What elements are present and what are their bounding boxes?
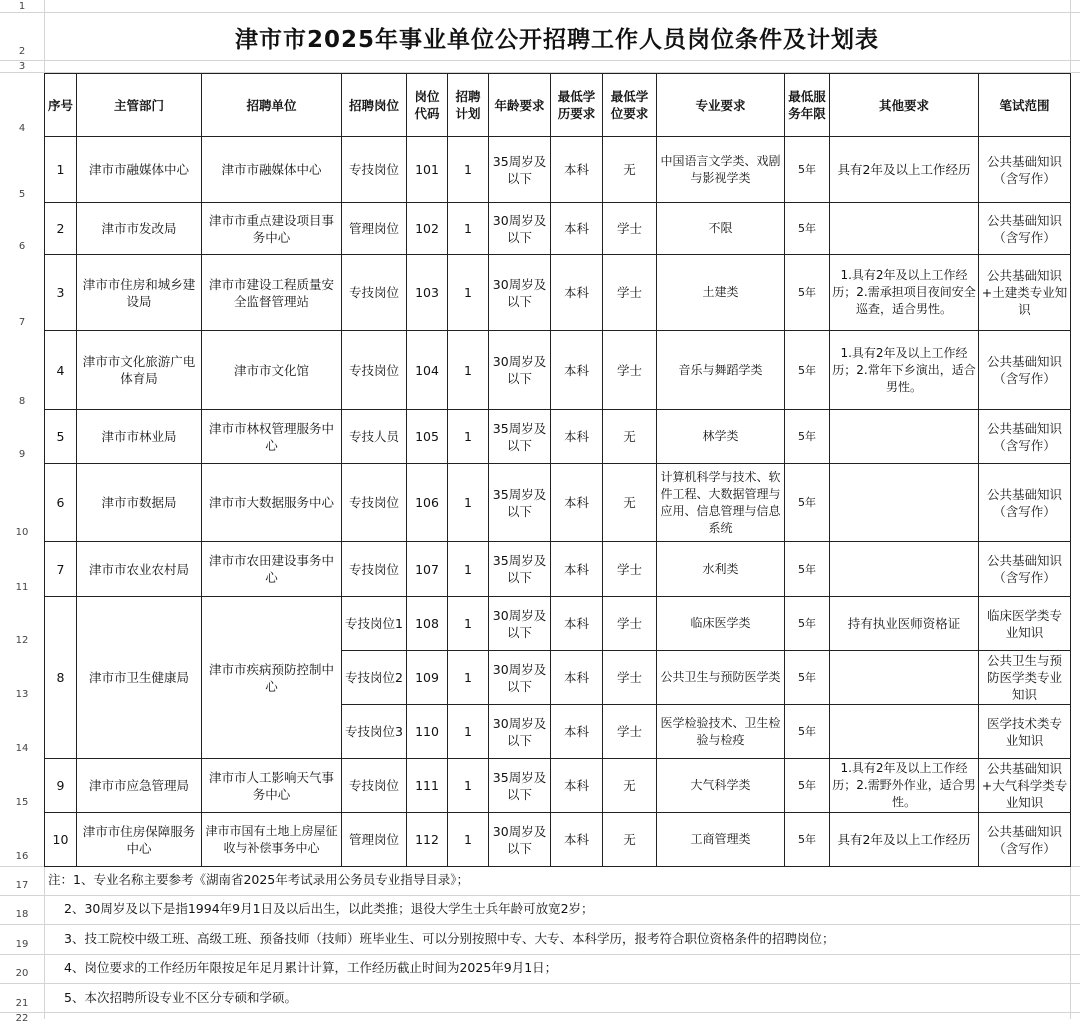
row-number[interactable]: 18 (15, 909, 29, 920)
cell-other[interactable] (830, 705, 979, 759)
cell-service[interactable]: 5年 (785, 705, 830, 759)
cell-dept[interactable]: 津市市应急管理局 (77, 759, 202, 813)
cell-service[interactable]: 5年 (785, 137, 830, 203)
cell-post[interactable]: 专技岗位3 (342, 705, 407, 759)
cell-dept[interactable]: 津市市住房和城乡建设局 (77, 255, 202, 331)
row-number[interactable]: 3 (18, 61, 26, 72)
cell-exam[interactable]: 公共基础知识+大气科学类专业知识 (979, 759, 1071, 813)
cell-age[interactable]: 30周岁及以下 (489, 255, 551, 331)
cell-exam[interactable]: 公共基础知识（含写作） (979, 137, 1071, 203)
cell-service[interactable]: 5年 (785, 203, 830, 255)
table-row (45, 137, 1071, 203)
cell-degree[interactable]: 无 (603, 464, 657, 542)
cell-plan[interactable]: 1 (448, 410, 489, 464)
cell-age[interactable]: 30周岁及以下 (489, 813, 551, 867)
cell-major[interactable]: 水利类 (657, 542, 785, 597)
cell-degree[interactable]: 学士 (603, 203, 657, 255)
cell-code[interactable]: 107 (407, 542, 448, 597)
cell-age[interactable]: 35周岁及以下 (489, 137, 551, 203)
table-row (45, 331, 1071, 410)
row-number[interactable]: 21 (15, 998, 29, 1009)
cell-other[interactable]: 1.具有2年及以上工作经历；2.常年下乡演出，适合男性。 (830, 331, 979, 410)
cell-edu[interactable]: 本科 (551, 705, 603, 759)
table-row (45, 203, 1071, 255)
row-number[interactable]: 20 (15, 968, 29, 979)
cell-service[interactable]: 5年 (785, 651, 830, 705)
cell-edu[interactable]: 本科 (551, 255, 603, 331)
cell-other[interactable]: 1.具有2年及以上工作经历；2.需野外作业，适合男性。 (830, 759, 979, 813)
cell-code[interactable]: 112 (407, 813, 448, 867)
cell-dept[interactable]: 津市市农业农村局 (77, 542, 202, 597)
cell-unit[interactable]: 津市市文化馆 (202, 331, 342, 410)
cell-seq[interactable]: 4 (45, 331, 77, 410)
row-number[interactable]: 14 (15, 743, 29, 754)
cell-exam[interactable]: 公共基础知识（含写作） (979, 203, 1071, 255)
cell-degree[interactable]: 无 (603, 813, 657, 867)
cell-exam[interactable]: 公共基础知识（含写作） (979, 813, 1071, 867)
cell-plan[interactable]: 1 (448, 137, 489, 203)
row-gridline (0, 954, 1080, 955)
header-unit[interactable]: 招聘单位 (202, 74, 342, 137)
cell-edu[interactable]: 本科 (551, 410, 603, 464)
row-gridline (0, 983, 1080, 984)
cell-unit[interactable]: 津市市农田建设事务中心 (202, 542, 342, 597)
cell-service[interactable]: 5年 (785, 410, 830, 464)
table-row (45, 255, 1071, 331)
row-number[interactable]: 2 (18, 46, 26, 57)
recruitment-table (44, 73, 1071, 867)
cell-other[interactable] (830, 542, 979, 597)
cell-age[interactable]: 30周岁及以下 (489, 331, 551, 410)
row-number[interactable]: 16 (15, 851, 29, 862)
cell-major[interactable]: 大气科学类 (657, 759, 785, 813)
cell-code[interactable]: 102 (407, 203, 448, 255)
cell-age[interactable]: 35周岁及以下 (489, 542, 551, 597)
cell-seq[interactable]: 3 (45, 255, 77, 331)
cell-major[interactable]: 音乐与舞蹈学类 (657, 331, 785, 410)
cell-code[interactable]: 104 (407, 331, 448, 410)
cell-post[interactable]: 管理岗位 (342, 203, 407, 255)
cell-major[interactable]: 医学检验技术、卫生检验与检疫 (657, 705, 785, 759)
cell-plan[interactable]: 1 (448, 464, 489, 542)
cell-unit[interactable]: 津市市林权管理服务中心 (202, 410, 342, 464)
row-number[interactable]: 1 (18, 1, 26, 12)
row-number[interactable]: 19 (15, 939, 29, 950)
cell-edu[interactable]: 本科 (551, 137, 603, 203)
cell-service[interactable]: 5年 (785, 331, 830, 410)
header-exam[interactable]: 笔试范围 (979, 74, 1071, 137)
cell-exam[interactable]: 公共基础知识（含写作） (979, 542, 1071, 597)
table-row (45, 813, 1071, 867)
cell-plan[interactable]: 1 (448, 255, 489, 331)
cell-code[interactable]: 110 (407, 705, 448, 759)
cell-major[interactable]: 公共卫生与预防医学类 (657, 651, 785, 705)
cell-age[interactable]: 30周岁及以下 (489, 203, 551, 255)
row-gridline (0, 924, 1080, 925)
row-number[interactable]: 6 (18, 241, 26, 252)
cell-seq[interactable]: 2 (45, 203, 77, 255)
cell-major[interactable]: 中国语言文学类、戏剧与影视学类 (657, 137, 785, 203)
note-line[interactable]: 4、岗位要求的工作经历年限按足年足月累计计算，工作经历截止时间为2025年9月1日； (64, 960, 558, 975)
header-post[interactable]: 招聘岗位 (342, 74, 407, 137)
cell-plan[interactable]: 1 (448, 542, 489, 597)
cell-edu[interactable]: 本科 (551, 331, 603, 410)
cell-code[interactable]: 103 (407, 255, 448, 331)
cell-post[interactable]: 专技岗位 (342, 331, 407, 410)
header-plan[interactable]: 招聘计划 (448, 74, 489, 137)
cell-code[interactable]: 106 (407, 464, 448, 542)
cell-post[interactable]: 专技岗位 (342, 759, 407, 813)
cell-degree[interactable]: 学士 (603, 331, 657, 410)
table-row (45, 759, 1071, 813)
cell-major[interactable]: 计算机科学与技术、软件工程、大数据管理与应用、信息管理与信息系统 (657, 464, 785, 542)
header-code[interactable]: 岗位代码 (407, 74, 448, 137)
cell-post[interactable]: 专技岗位 (342, 255, 407, 331)
header-service[interactable]: 最低服务年限 (785, 74, 830, 137)
cell-degree[interactable]: 无 (603, 410, 657, 464)
cell-degree[interactable]: 学士 (603, 705, 657, 759)
cell-unit[interactable]: 津市市融媒体中心 (202, 137, 342, 203)
cell-service[interactable]: 5年 (785, 255, 830, 331)
cell-edu[interactable]: 本科 (551, 759, 603, 813)
cell-plan[interactable]: 1 (448, 813, 489, 867)
cell-degree[interactable]: 学士 (603, 255, 657, 331)
note-line[interactable]: 3、技工院校中级工班、高级工班、预备技师（技师）班毕业生、可以分别按照中专、大专、本科学历，报考符合职位资格条件的招聘岗位； (64, 931, 835, 946)
cell-code[interactable]: 105 (407, 410, 448, 464)
cell-unit[interactable]: 津市市人工影响天气事务中心 (202, 759, 342, 813)
cell-service[interactable]: 5年 (785, 597, 830, 651)
cell-major[interactable]: 不限 (657, 203, 785, 255)
cell-seq[interactable]: 1 (45, 137, 77, 203)
row-gridline (0, 895, 1080, 896)
cell-post[interactable]: 专技人员 (342, 410, 407, 464)
cell-service[interactable]: 5年 (785, 813, 830, 867)
page-title[interactable]: 津市市2025年事业单位公开招聘工作人员岗位条件及计划表 (234, 26, 879, 53)
cell-other[interactable] (830, 203, 979, 255)
cell-age[interactable]: 35周岁及以下 (489, 759, 551, 813)
cell-seq[interactable]: 6 (45, 464, 77, 542)
cell-seq[interactable]: 9 (45, 759, 77, 813)
cell-unit[interactable]: 津市市重点建设项目事务中心 (202, 203, 342, 255)
cell-post[interactable]: 专技岗位2 (342, 651, 407, 705)
row-number[interactable]: 11 (15, 582, 29, 593)
cell-post[interactable]: 专技岗位 (342, 464, 407, 542)
cell-seq[interactable]: 5 (45, 410, 77, 464)
row-number[interactable]: 22 (15, 1013, 29, 1024)
cell-dept[interactable]: 津市市住房保障服务中心 (77, 813, 202, 867)
header-degree[interactable]: 最低学位要求 (603, 74, 657, 137)
cell-exam[interactable]: 公共基础知识+土建类专业知识 (979, 255, 1071, 331)
table-row (45, 542, 1071, 597)
row-number[interactable]: 7 (18, 317, 26, 328)
cell-plan[interactable]: 1 (448, 705, 489, 759)
cell-post[interactable]: 专技岗位1 (342, 597, 407, 651)
cell-service[interactable]: 5年 (785, 542, 830, 597)
cell-age[interactable]: 35周岁及以下 (489, 464, 551, 542)
header-edu[interactable]: 最低学历要求 (551, 74, 603, 137)
cell-major[interactable]: 土建类 (657, 255, 785, 331)
cell-dept[interactable]: 津市市卫生健康局 (77, 597, 202, 759)
cell-other[interactable]: 具有2年及以上工作经历 (830, 813, 979, 867)
cell-plan[interactable]: 1 (448, 331, 489, 410)
cell-seq[interactable]: 7 (45, 542, 77, 597)
row-number[interactable]: 9 (18, 449, 26, 460)
cell-post[interactable]: 专技岗位 (342, 542, 407, 597)
cell-service[interactable]: 5年 (785, 759, 830, 813)
cell-exam[interactable]: 医学技术类专业知识 (979, 705, 1071, 759)
table-row (45, 410, 1071, 464)
cell-age[interactable]: 35周岁及以下 (489, 410, 551, 464)
cell-age[interactable]: 30周岁及以下 (489, 705, 551, 759)
header-dept[interactable]: 主管部门 (77, 74, 202, 137)
cell-major[interactable]: 林学类 (657, 410, 785, 464)
cell-seq[interactable]: 8 (45, 597, 77, 759)
row-number[interactable]: 13 (15, 689, 29, 700)
note-line[interactable]: 5、本次招聘所设专业不区分专硕和学硕。 (64, 990, 297, 1005)
note-line[interactable]: 注：1、专业名称主要参考《湖南省2025年考试录用公务员专业指导目录》； (48, 872, 470, 887)
cell-degree[interactable]: 学士 (603, 651, 657, 705)
header-seq[interactable]: 序号 (45, 74, 77, 137)
cell-dept[interactable]: 津市市发改局 (77, 203, 202, 255)
row-number[interactable]: 12 (15, 635, 29, 646)
cell-exam[interactable]: 临床医学类专业知识 (979, 597, 1071, 651)
cell-seq[interactable]: 10 (45, 813, 77, 867)
cell-code[interactable]: 109 (407, 651, 448, 705)
cell-degree[interactable]: 学士 (603, 597, 657, 651)
cell-other[interactable]: 1.具有2年及以上工作经历；2.需承担项目夜间安全巡查，适合男性。 (830, 255, 979, 331)
cell-unit[interactable]: 津市市国有土地上房屋征收与补偿事务中心 (202, 813, 342, 867)
cell-major[interactable]: 工商管理类 (657, 813, 785, 867)
cell-exam[interactable]: 公共基础知识（含写作） (979, 410, 1071, 464)
cell-edu[interactable]: 本科 (551, 651, 603, 705)
header-major[interactable]: 专业要求 (657, 74, 785, 137)
row-number[interactable]: 4 (18, 123, 26, 134)
row-number[interactable]: 5 (18, 189, 26, 200)
cell-other[interactable]: 持有执业医师资格证 (830, 597, 979, 651)
cell-degree[interactable]: 无 (603, 137, 657, 203)
cell-age[interactable]: 30周岁及以下 (489, 597, 551, 651)
note-line[interactable]: 2、30周岁及以下是指1994年9月1日及以后出生，以此类推；退役大学生士兵年龄可放宽2岁； (64, 901, 594, 916)
cell-dept[interactable]: 津市市文化旅游广电体育局 (77, 331, 202, 410)
header-age[interactable]: 年龄要求 (489, 74, 551, 137)
cell-code[interactable]: 101 (407, 137, 448, 203)
cell-edu[interactable]: 本科 (551, 597, 603, 651)
cell-code[interactable]: 108 (407, 597, 448, 651)
cell-service[interactable]: 5年 (785, 464, 830, 542)
row-number[interactable]: 10 (15, 527, 29, 538)
table-row (45, 597, 1071, 651)
row-gridline (0, 1012, 1080, 1013)
cell-unit[interactable]: 津市市建设工程质量安全监督管理站 (202, 255, 342, 331)
cell-age[interactable]: 30周岁及以下 (489, 651, 551, 705)
cell-dept[interactable]: 津市市林业局 (77, 410, 202, 464)
cell-dept[interactable]: 津市市融媒体中心 (77, 137, 202, 203)
cell-other[interactable] (830, 464, 979, 542)
cell-post[interactable]: 管理岗位 (342, 813, 407, 867)
cell-other[interactable]: 具有2年及以上工作经历 (830, 137, 979, 203)
cell-edu[interactable]: 本科 (551, 542, 603, 597)
row-number[interactable]: 17 (15, 880, 29, 891)
cell-post[interactable]: 专技岗位 (342, 137, 407, 203)
cell-dept[interactable]: 津市市数据局 (77, 464, 202, 542)
cell-other[interactable] (830, 410, 979, 464)
cell-edu[interactable]: 本科 (551, 813, 603, 867)
cell-unit[interactable]: 津市市疾病预防控制中心 (202, 597, 342, 759)
cell-unit[interactable]: 津市市大数据服务中心 (202, 464, 342, 542)
header-other[interactable]: 其他要求 (830, 74, 979, 137)
cell-degree[interactable]: 学士 (603, 542, 657, 597)
cell-exam[interactable]: 公共卫生与预防医学类专业知识 (979, 651, 1071, 705)
cell-plan[interactable]: 1 (448, 759, 489, 813)
row-number[interactable]: 15 (15, 797, 29, 808)
cell-plan[interactable]: 1 (448, 597, 489, 651)
cell-edu[interactable]: 本科 (551, 203, 603, 255)
cell-plan[interactable]: 1 (448, 651, 489, 705)
cell-major[interactable]: 临床医学类 (657, 597, 785, 651)
cell-degree[interactable]: 无 (603, 759, 657, 813)
cell-code[interactable]: 111 (407, 759, 448, 813)
cell-exam[interactable]: 公共基础知识（含写作） (979, 331, 1071, 410)
cell-exam[interactable]: 公共基础知识（含写作） (979, 464, 1071, 542)
header-row (45, 74, 1071, 137)
cell-plan[interactable]: 1 (448, 203, 489, 255)
cell-edu[interactable]: 本科 (551, 464, 603, 542)
table-row (45, 464, 1071, 542)
cell-other[interactable] (830, 651, 979, 705)
row-number[interactable]: 8 (18, 396, 26, 407)
